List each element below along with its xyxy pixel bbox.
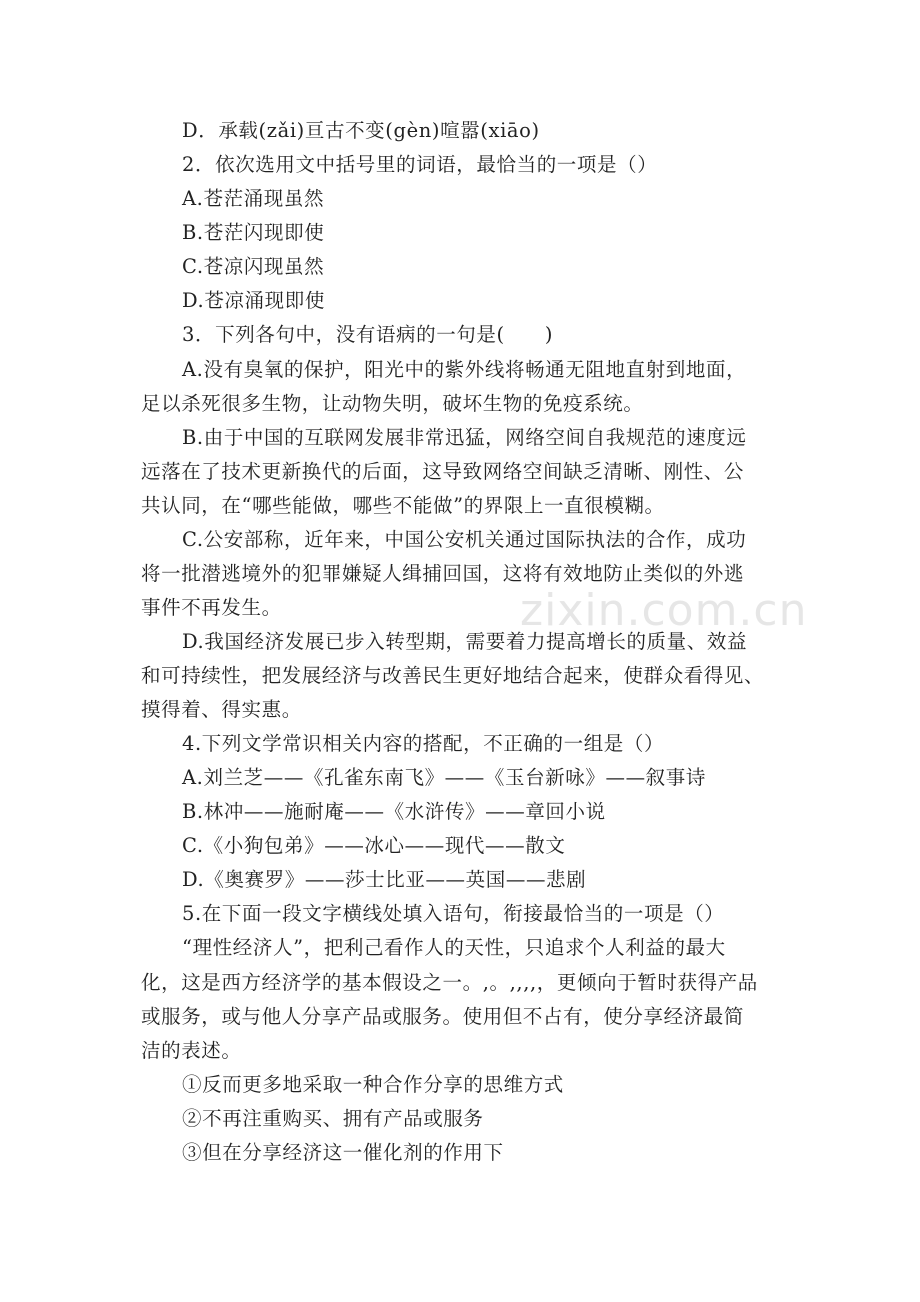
- watermark: zixin.com.cn: [520, 585, 808, 636]
- q4-option-a: A.刘兰芝——《孔雀东南飞》——《玉台新咏》——叙事诗: [182, 766, 706, 789]
- q5-passage-3: 或服务，或与他人分享产品或服务。使用但不占有，使分享经济最简: [141, 1005, 745, 1028]
- question-5: 5.在下面一段文字横线处填入语句，衔接最恰当的一项是（）: [182, 902, 725, 925]
- q5-passage-4: 洁的表述。: [141, 1039, 242, 1062]
- q2-option-b: B.苍茫闪现即使: [182, 221, 325, 244]
- q3-option-c-cont-2: 事件不再发生。: [141, 596, 282, 619]
- q3-option-d: D.我国经济发展已步入转型期，需要着力提高增长的质量、效益: [182, 630, 748, 653]
- q5-item-1: ①反而更多地采取一种合作分享的思维方式: [182, 1073, 564, 1096]
- q3-option-a: A.没有臭氧的保护，阳光中的紫外线将畅通无阻地直射到地面，: [182, 358, 747, 381]
- question-2: 2．依次选用文中括号里的词语，最恰当的一项是（）: [182, 153, 658, 176]
- q3-option-b-cont-2: 共认同，在“哪些能做，哪些不能做”的界限上一直很模糊。: [141, 494, 665, 517]
- q3-option-b-cont-1: 远落在了技术更新换代的后面，这导致网络空间缺乏清晰、刚性、公: [141, 460, 745, 483]
- q3-option-a-cont: 足以杀死很多生物，让动物失明，破坏生物的免疫系统。: [141, 392, 644, 415]
- option-d-q1: D．承载(zǎi)亘古不变(gèn)喧嚣(xiāo): [182, 119, 540, 142]
- q4-option-c: C.《小狗包弟》——冰心——现代——散文: [182, 834, 566, 857]
- q5-item-3: ③但在分享经济这一催化剂的作用下: [182, 1141, 504, 1164]
- q3-option-d-cont-1: 和可持续性，把发展经济与改善民生更好地结合起来，使群众看得见、: [141, 664, 765, 687]
- q2-option-c: C.苍凉闪现虽然: [182, 255, 325, 278]
- q3-option-c-cont-1: 将一批潜逃境外的犯罪嫌疑人缉捕回国，这将有效地防止类似的外逃: [141, 562, 745, 585]
- question-4: 4.下列文学常识相关内容的搭配，不正确的一组是（）: [182, 732, 665, 755]
- q3-option-b: B.由于中国的互联网发展非常迅猛，网络空间自我规范的速度远: [182, 426, 747, 449]
- q2-option-a: A.苍茫涌现虽然: [182, 187, 325, 210]
- q4-option-b: B.林冲——施耐庵——《水浒传》——章回小说: [182, 800, 606, 823]
- q4-option-d: D.《奥赛罗》——莎士比亚——英国——悲剧: [182, 868, 587, 891]
- q3-option-d-cont-2: 摸得着、得实惠。: [141, 698, 302, 721]
- q5-passage-2: 化，这是西方经济学的基本假设之一。,。,,,,，更倾向于暂时获得产品: [141, 971, 758, 994]
- q5-item-2: ②不再注重购买、拥有产品或服务: [182, 1107, 484, 1130]
- q2-option-d: D.苍凉涌现即使: [182, 289, 325, 312]
- question-3: 3．下列各句中，没有语病的一句是( ): [182, 323, 554, 346]
- q3-option-c: C.公安部称，近年来，中国公安机关通过国际执法的合作，成功: [182, 528, 747, 551]
- q5-passage-1: “理性经济人”，把利己看作人的天性，只追求个人利益的最大: [182, 936, 726, 959]
